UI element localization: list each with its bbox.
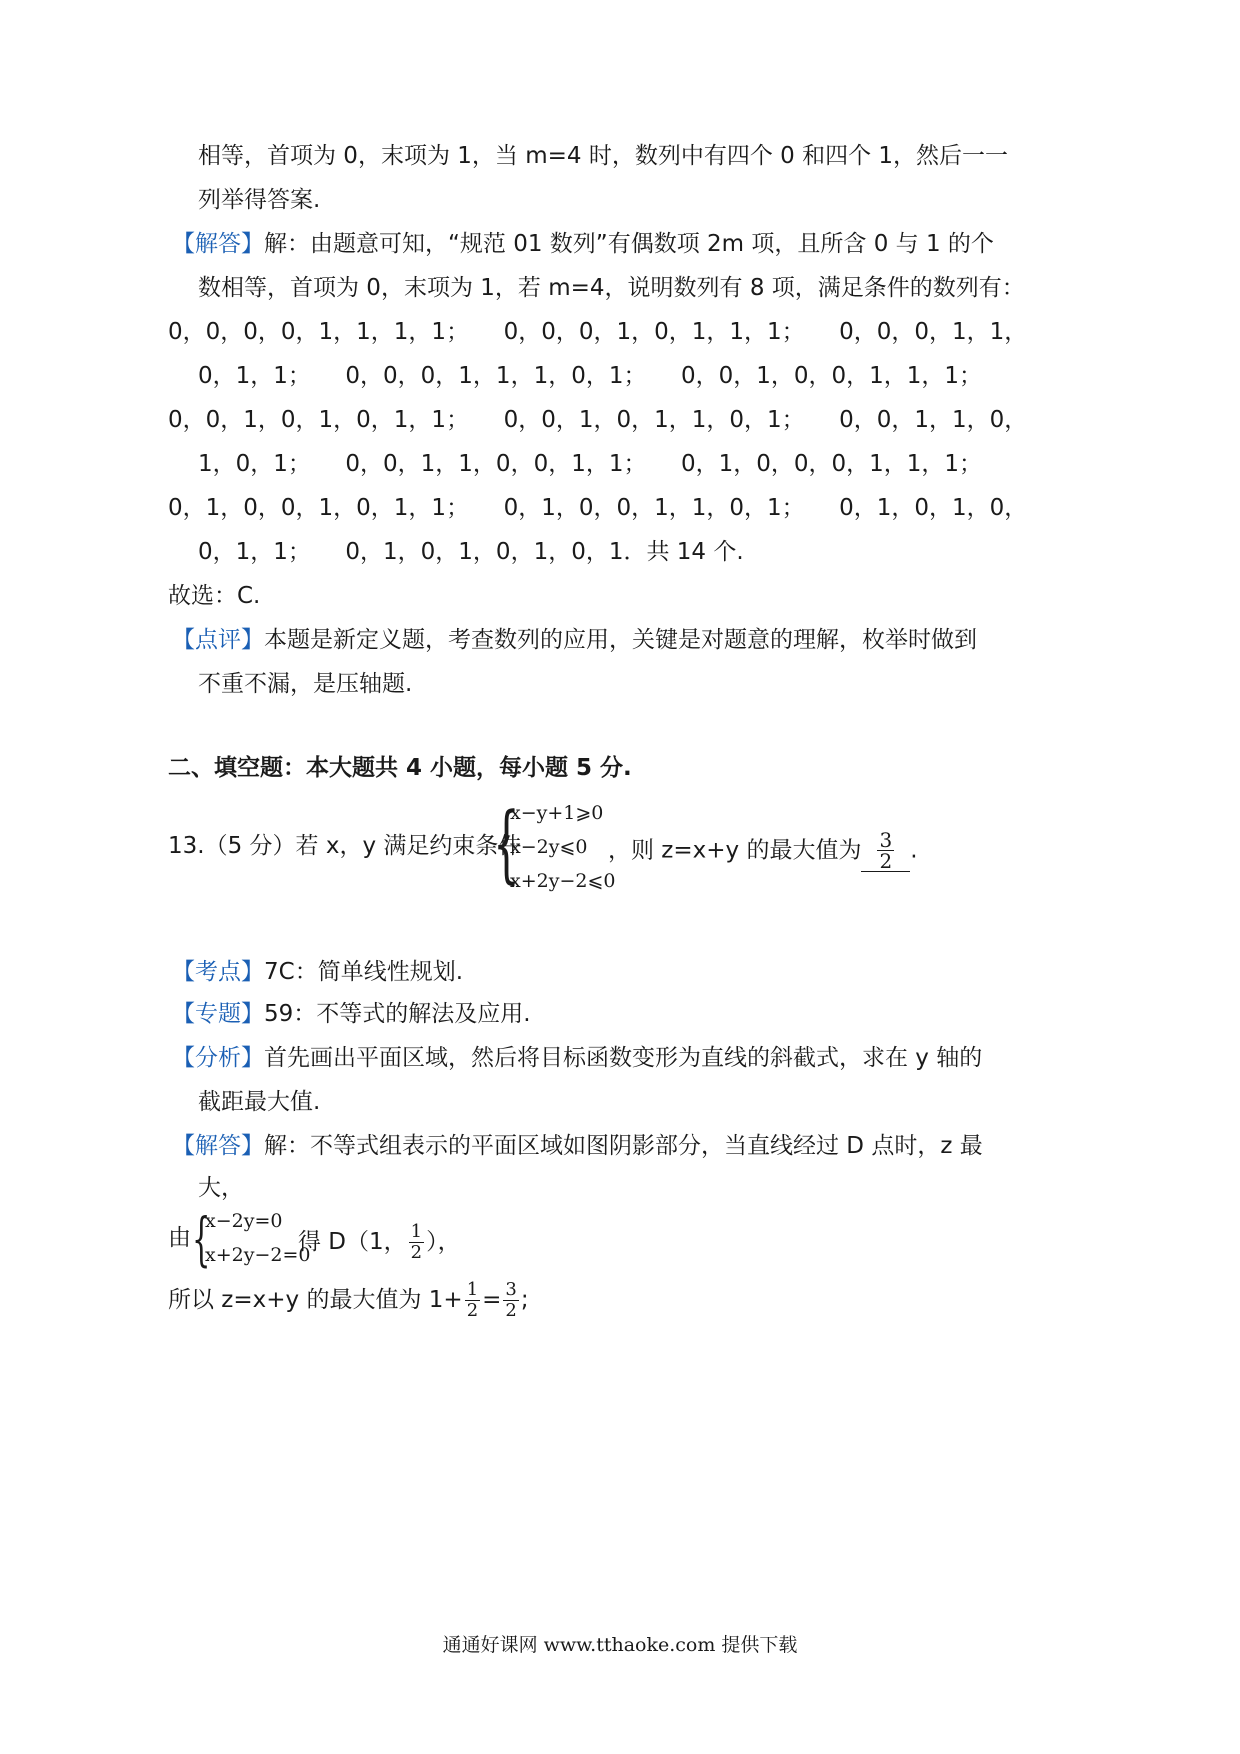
topic-text: 7C：简单线性规划. [264, 959, 464, 985]
question-13-objective: ，则 z=x+y 的最大值为 [608, 837, 862, 864]
comment-text: 本题是新定义题，考查数列的应用，关键是对题意的理解，枚举时做到 [264, 627, 977, 653]
text-line: 截距最大值. [198, 1089, 321, 1115]
text-line [172, 1130, 983, 1162]
text-line: 故选：C. [168, 583, 261, 609]
text-line: 不重不漏，是压轴题. [198, 671, 413, 697]
text-line [172, 228, 994, 260]
comment-tag: 【点评】 [172, 627, 264, 653]
brace-icon: { [192, 1205, 211, 1273]
fraction-denominator: 2 [879, 849, 893, 873]
subject-text: 59：不等式的解法及应用. [264, 1001, 531, 1027]
analysis-text: 首先画出平面区域，然后将目标函数变形为直线的斜截式，求在 y 轴的 [264, 1045, 983, 1071]
solution-tag: 【解答】 [172, 1133, 264, 1159]
point-d-line [298, 1222, 461, 1263]
point-d-fraction [409, 1222, 424, 1263]
fraction-numerator: 1 [410, 1221, 423, 1242]
sequence-line: 0，1，1； 0，0，0，1，1，1，0，1； 0，0，1，0，0，1，1，1； [198, 363, 983, 389]
fraction-denominator: 2 [410, 1242, 423, 1263]
fraction-numerator: 1 [466, 1279, 479, 1300]
sequence-line: 0，1，1； 0，1，0，1，0，1，0，1．共 14 个. [198, 539, 744, 565]
fraction-numerator: 3 [879, 828, 893, 852]
constraint-3: x+2y−2⩽0 [510, 870, 616, 892]
by-prefix: 由 [168, 1225, 191, 1251]
answer-blank [861, 830, 910, 872]
question-13-prefix: 13.（5 分）若 x，y 满足约束条件 [168, 833, 522, 859]
text-line [172, 956, 463, 988]
sequence-line: 0，0，1，0，1，0，1，1； 0，0，1，0，1，1，0，1； 0，0，1，1，0， [168, 407, 1028, 433]
fraction-denominator: 2 [505, 1300, 517, 1321]
text-line [172, 998, 531, 1030]
constraint-2: x−2y⩽0 [510, 836, 588, 858]
text-line: 数相等，首项为 0，末项为 1，若 m=4，说明数列有 8 项，满足条件的数列有： [198, 275, 1025, 301]
question-13-end: . [910, 837, 918, 864]
text-line: 列举得答案. [198, 187, 321, 213]
analysis-tag: 【分析】 [172, 1045, 264, 1071]
equation-1: x−2y=0 [205, 1210, 283, 1232]
answer-tag: 【解答】 [172, 231, 264, 257]
sequence-line: 1，0，1； 0，0，1，1，0，0，1，1； 0，1，0，0，0，1，1，1； [198, 451, 983, 477]
solution-text: 解：不等式组表示的平面区域如图阴影部分，当直线经过 D 点时，z 最 [264, 1133, 983, 1159]
subject-tag: 【专题】 [172, 1001, 264, 1027]
point-d-prefix: 得 D（1， [298, 1229, 407, 1255]
answer-text: 解：由题意可知，“规范 01 数列”有偶数项 2m 项，且所含 0 与 1 的个 [264, 231, 994, 257]
fraction-denominator: 2 [466, 1300, 479, 1321]
brace-icon: { [493, 794, 520, 892]
point-d-close: ）， [426, 1229, 461, 1255]
result-fraction-2 [503, 1280, 518, 1321]
page-footer: 通通好课网 www.tthaoke.com 提供下载 [442, 1634, 798, 1656]
equals-sign: = [482, 1287, 502, 1313]
answer-fraction [877, 830, 894, 871]
text-line: 相等，首项为 0，末项为 1，当 m=4 时，数列中有四个 0 和四个 1，然后一一 [198, 143, 1009, 169]
topic-tag: 【考点】 [172, 959, 264, 985]
result-end: ; [520, 1287, 529, 1313]
section-heading: 二、填空题：本大题共 4 小题，每小题 5 分. [168, 755, 632, 781]
text-line [172, 624, 977, 656]
sequence-line: 0，1，0，0，1，0，1，1； 0，1，0，0，1，1，0，1； 0，1，0，1，0， [168, 495, 1028, 521]
fraction-numerator: 3 [505, 1279, 517, 1300]
sequence-line: 0，0，0，0，1，1，1，1； 0，0，0，1，0，1，1，1； 0，0，0，1，1， [168, 319, 1028, 345]
constraint-1: x−y+1⩾0 [510, 802, 604, 824]
result-prefix: 所以 z=x+y 的最大值为 1+ [168, 1287, 463, 1313]
question-13-suffix [608, 830, 918, 872]
result-line [168, 1280, 529, 1321]
equation-2: x+2y−2=0 [205, 1244, 311, 1266]
text-line [172, 1042, 982, 1074]
result-fraction-1 [465, 1280, 480, 1321]
text-line: 大， [198, 1175, 244, 1201]
